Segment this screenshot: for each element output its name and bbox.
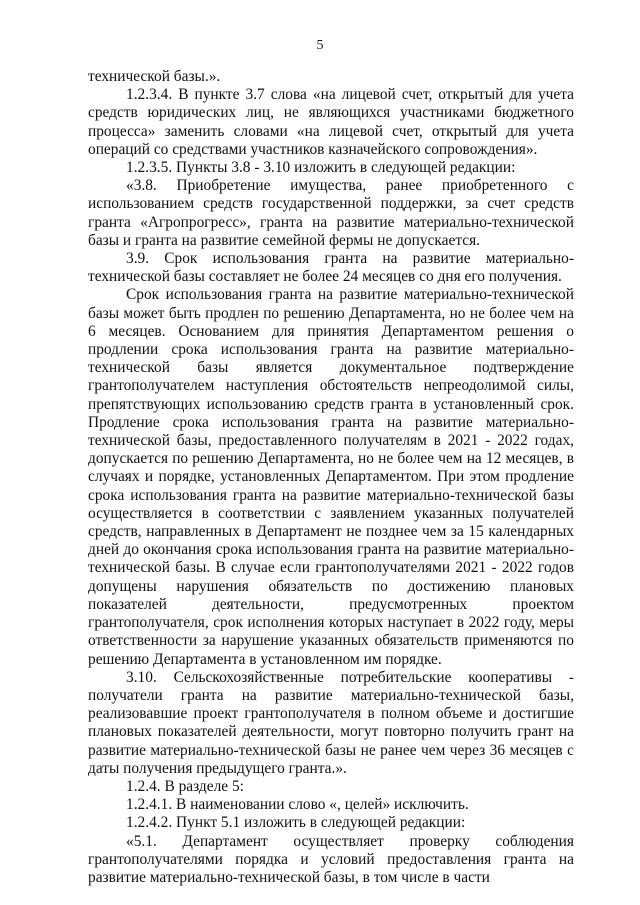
paragraph: 1.2.4.2. Пункт 5.1 изложить в следующей редакции: <box>126 814 466 832</box>
paragraph: 1.2.4.1. В наименовании слово «, целей» исключить. <box>126 796 469 814</box>
document-body <box>88 68 574 887</box>
paragraph: 1.2.4. В разделе 5: <box>126 777 244 795</box>
paragraph: Срок использования гранта на развитие материально-технической базы может быть продлен по решению Департамента, но не более чем на 6 месяцев. Основанием для принятия Департаментом решения о продлении срока использования гранта на развитие материально-технической базы является документальное подтверждение грантополучателем наступления обстоятельств непреодолимой силы, препятствующих использованию средств гранта в установленный срок. Продление срока использования гранта на развитие материально-технической базы, предоставленного получателям в 2021 - 2022 годах, допускается по решению Департамента, но не более чем на 12 месяцев, в случаях и порядке, установленных Департаментом. При этом продление срока использования гранта на развитие материально-технической базы осуществляется в соответствии с заявлением указанных получателей средств, направленных в Департамент не позднее чем за 15 календарных дней до окончания срока использования гранта на развитие материально-технической базы. В случае если грантополучателями 2021 - 2022 годов допущены нарушения обязательств по достижению плановых показателей деятельности, предусмотренных проектом грантополучателя, срок исполнения которых наступает в 2022 году, меры ответственности за нарушение указанных обязательств применяются по решению Департамента в установленном им порядке. <box>88 286 574 668</box>
paragraph: технической базы.». <box>88 68 221 85</box>
paragraph: 3.10. Сельскохозяйственные потребительские кооперативы - получатели гранта на развитие материально-технической базы, реализовавшие проект грантополучателя в полном объеме и достигшие плановых показателей деятельности, могут повторно получить грант на развитие материально-технической базы не ранее чем через 36 месяцев с даты получения предыдущего гранта.». <box>88 668 574 777</box>
paragraph: 3.9. Срок использования гранта на развитие материально-технической базы составляет не более 24 месяцев со дня его получения. <box>88 250 574 286</box>
paragraph: 1.2.3.5. Пункты 3.8 - 3.10 изложить в следующей редакции: <box>126 159 516 177</box>
page-number: 5 <box>316 38 324 53</box>
paragraph: «3.8. Приобретение имущества, ранее приобретенного с использованием средств государственной поддержки, за счет средств гранта «Агропрогресс», гранта на развитие материально-технической базы и гранта на развитие семейной фермы не допускается. <box>88 177 574 249</box>
paragraph: 1.2.3.4. В пункте 3.7 слова «на лицевой счет, открытый для учета средств юридических лиц, не являющихся участниками бюджетного процесса» заменить словами «на лицевой счет, открытый для учета операций со средствами участников казначейского сопровождения». <box>88 86 574 158</box>
paragraph: «5.1. Департамент осуществляет проверку соблюдения грантополучателями порядка и условий предоставления гранта на развитие материально-технической базы, в том числе в части <box>88 832 574 886</box>
